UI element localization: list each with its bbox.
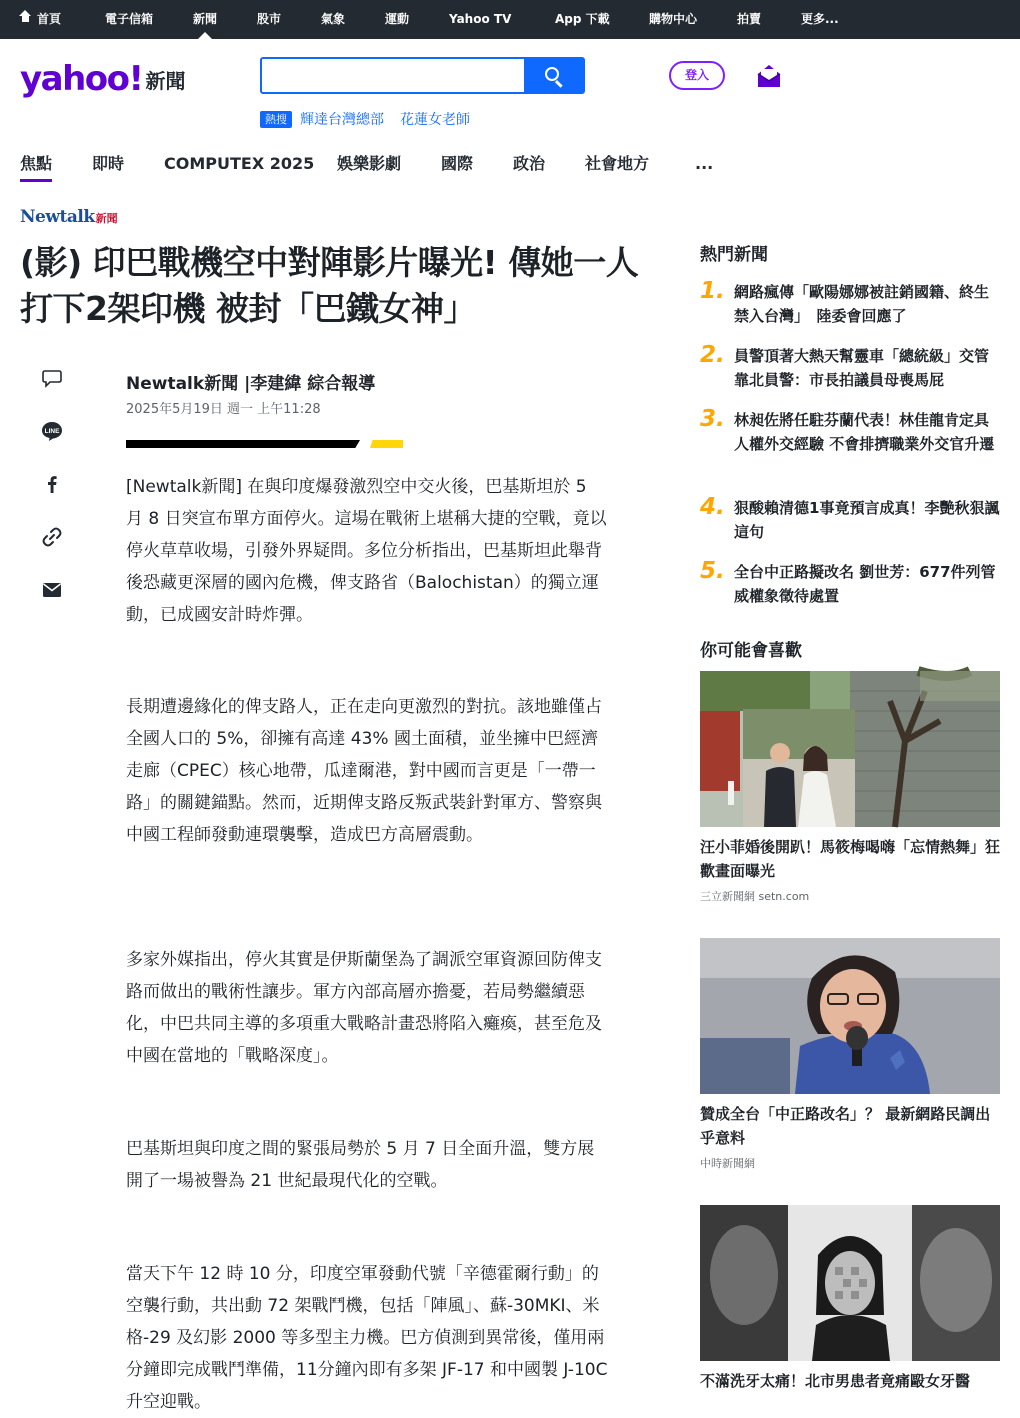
tab-latest[interactable]: 即時 bbox=[92, 154, 125, 173]
nav-home[interactable]: 首頁 bbox=[20, 0, 61, 39]
tab-politics[interactable]: 政治 bbox=[513, 154, 546, 173]
trending-rank: 2. bbox=[700, 342, 725, 368]
tab-focus[interactable]: 焦點 bbox=[20, 152, 52, 176]
article-divider-accent bbox=[370, 440, 403, 448]
comment-icon[interactable] bbox=[40, 367, 64, 391]
card-title[interactable]: 不滿洗牙太痛！北市男患者竟痛毆女牙醫 bbox=[700, 1372, 971, 1390]
hot-search-link[interactable]: 花蓮女老師 bbox=[400, 112, 470, 128]
card-title[interactable]: 贊成全台「中正路改名」？ 最新網路民調出乎意料 bbox=[700, 1105, 991, 1147]
article-paragraph: 當天下午 12 時 10 分，印度空軍發動代號「辛德霍爾行動」的空襲行動，共出動 72 架戰鬥機，包括「陣風」、蘇-30MKI、米格-29 及幻影 2000 等多型主力機。巴方偵測到異常後，僅用兩分鐘即完成戰鬥準備，11分鐘內即有多架 JF-17 和中國製 J-10C 升空迎戰。 bbox=[126, 1264, 608, 1412]
article-paragraph: [Newtalk新聞] 在與印度爆發激烈空中交火後，巴基斯坦於 5 月 8 日突宣布單方面停火。這場在戰術上堪稱大捷的空戰，竟以停火草草收場，引發外界疑問。多位分析指出，巴基斯坦此舉背後恐藏更深層的國內危機，俾支路省（Balochistan）的獨立運動，已成國安計時炸彈。 bbox=[126, 477, 607, 625]
tab-international[interactable]: 國際 bbox=[441, 154, 474, 173]
search-icon bbox=[545, 67, 559, 81]
nav-stocks[interactable]: 股市 bbox=[257, 12, 282, 26]
line-share-icon[interactable] bbox=[40, 419, 64, 443]
tab-society[interactable]: 社會地方 bbox=[585, 154, 650, 173]
article-byline: Newtalk新聞 |李建緯 綜合報導 bbox=[126, 374, 376, 394]
tab-computex[interactable]: COMPUTEX 2025 bbox=[164, 154, 315, 173]
nav-app-download[interactable]: App 下載 bbox=[555, 12, 610, 26]
card-image[interactable] bbox=[700, 938, 1000, 1094]
article-paragraph: 長期遭邊緣化的俾支路人，正在走向更激烈的對抗。該地雖僅占全國人口的 5%，卻擁有高達 43% 國土面積，並坐擁中巴經濟走廊（CPEC）核心地帶，瓜達爾港，對中國而言更是「一帶一路」的關鍵錨點。然而，近期俾支路反叛武裝針對軍方、警察與中國工程師發動連環襲擊，造成巴方高層震動。 bbox=[126, 697, 602, 845]
newtalk-logo[interactable]: Newtalk新聞 bbox=[20, 207, 118, 227]
trending-link[interactable]: 林昶佐將任駐芬蘭代表！林佳龍肯定具人權外交經驗 不會排擠職業外交官升遷 bbox=[734, 411, 995, 453]
card-source: 三立新聞網 setn.com bbox=[700, 890, 810, 903]
article-paragraph: 巴基斯坦與印度之間的緊張局勢於 5 月 7 日全面升溫，雙方展開了一場被譽為 21 世紀最現代化的空戰。 bbox=[126, 1139, 595, 1191]
hot-search-badge: 熱搜 bbox=[260, 111, 292, 128]
tab-entertainment[interactable]: 娛樂影劇 bbox=[337, 154, 402, 173]
nav-mail[interactable]: 電子信箱 bbox=[105, 12, 154, 26]
article-title: (影) 印巴戰機空中對陣影片曝光! 傳她一人打下2架印機 被封「巴鐵女神」 bbox=[20, 243, 639, 328]
card-image[interactable] bbox=[700, 1205, 1000, 1361]
svg-text:LINE: LINE bbox=[44, 428, 60, 435]
nav-weather[interactable]: 氣象 bbox=[321, 12, 346, 26]
trending-rank: 1. bbox=[700, 278, 725, 304]
hot-search-link[interactable]: 輝達台灣總部 bbox=[300, 112, 384, 128]
mail-icon[interactable] bbox=[757, 64, 781, 88]
search-box bbox=[260, 57, 585, 94]
trending-rank: 4. bbox=[700, 494, 725, 520]
trending-rank: 5. bbox=[700, 558, 725, 584]
top-nav-bar bbox=[0, 0, 1020, 39]
card-image[interactable] bbox=[700, 671, 1000, 827]
trending-link[interactable]: 全台中正路擬改名 劉世芳：677件列管威權象徵待處置 bbox=[734, 563, 996, 605]
article-paragraph: 多家外媒指出，停火其實是伊斯蘭堡為了調派空軍資源回防俾支路而做出的戰術性讓步。軍方內部高層亦擔憂，若局勢繼續惡化，中巴共同主導的多項重大戰略計畫恐將陷入癱瘓，甚至危及中國在當地的「戰略深度」。 bbox=[126, 950, 602, 1066]
trending-rank: 3. bbox=[700, 406, 725, 432]
nav-sports[interactable]: 運動 bbox=[385, 12, 410, 26]
copy-link-icon[interactable] bbox=[40, 525, 64, 549]
tab-more[interactable]: ... bbox=[695, 154, 714, 173]
search-input[interactable] bbox=[262, 59, 526, 92]
trending-link[interactable]: 狠酸賴清德1事竟預言成真！李艷秋狠諷這句 bbox=[734, 499, 1000, 541]
home-icon bbox=[20, 14, 31, 24]
trending-heading: 熱門新聞 bbox=[700, 245, 768, 265]
trending-link[interactable]: 網路瘋傳「歐陽娜娜被註銷國籍、終生禁入台灣」 陸委會回應了 bbox=[734, 283, 990, 325]
nav-shopping[interactable]: 購物中心 bbox=[649, 12, 698, 26]
card-source: 中時新聞網 bbox=[700, 1157, 755, 1170]
trending-link[interactable]: 員警頂著大熱天幫靈車「總統級」交管 靠北員警：市長拍議員母喪馬屁 bbox=[734, 347, 1005, 389]
email-share-icon[interactable] bbox=[40, 578, 64, 602]
article-date: 2025年5月19日 週一 上午11:28 bbox=[126, 402, 321, 417]
article-divider bbox=[126, 440, 360, 448]
search-button[interactable] bbox=[524, 59, 583, 92]
nav-more[interactable]: 更多... bbox=[801, 12, 839, 26]
yahoo-news-logo[interactable]: yahoo! 新聞 bbox=[20, 59, 186, 99]
nav-auction[interactable]: 拍賣 bbox=[737, 12, 762, 26]
facebook-share-icon[interactable] bbox=[40, 472, 64, 496]
login-button[interactable]: 登入 bbox=[669, 61, 725, 90]
nav-news[interactable]: 新聞 bbox=[193, 0, 217, 39]
card-title[interactable]: 汪小菲婚後開趴！馬筱梅喝嗨「忘情熱舞」狂歡畫面曝光 bbox=[700, 838, 1001, 880]
recommend-heading: 你可能會喜歡 bbox=[700, 641, 802, 661]
nav-yahoo-tv[interactable]: Yahoo TV bbox=[449, 12, 512, 26]
